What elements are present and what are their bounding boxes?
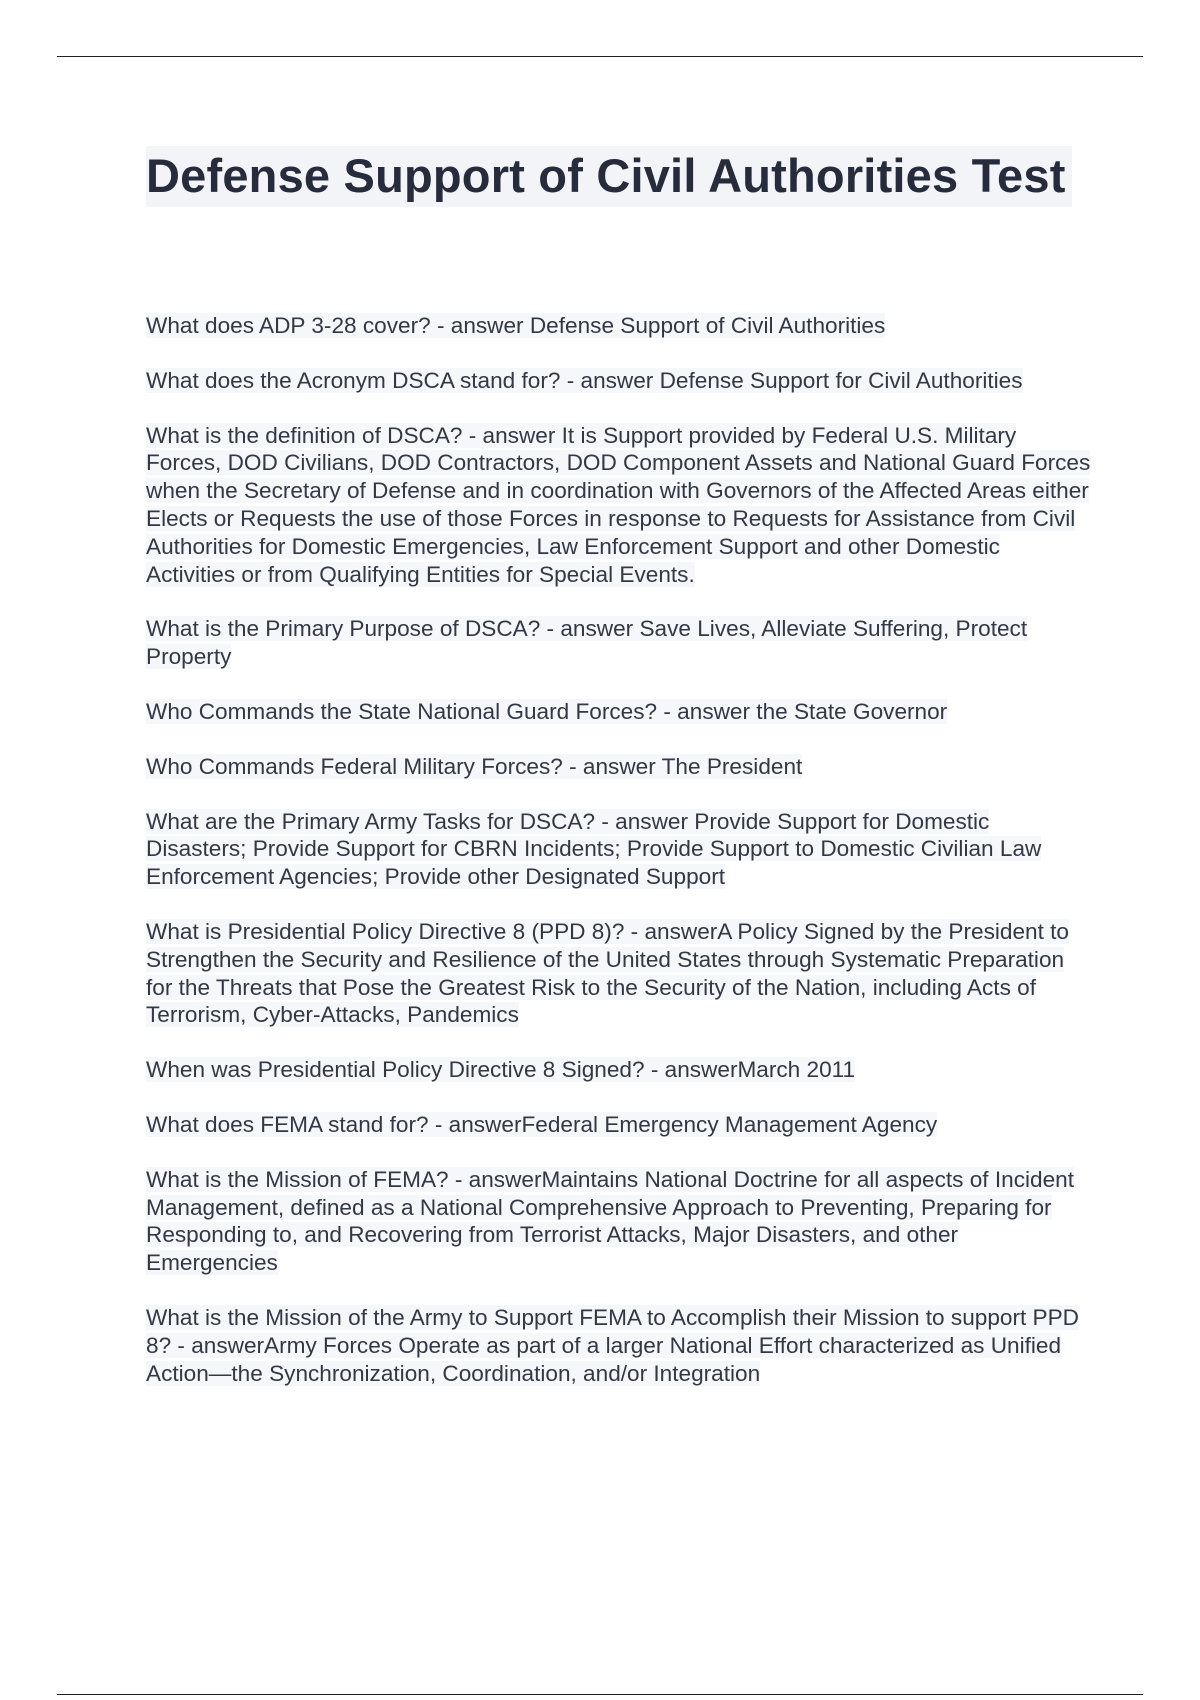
qa-text: When was Presidential Policy Directive 8 Signed? - answerMarch 2011 (146, 1057, 856, 1083)
qa-item (146, 422, 1092, 589)
qa-item (146, 1056, 1092, 1084)
qa-item (146, 1304, 1092, 1387)
qa-text: What does FEMA stand for? - answerFederal Emergency Management Agency (146, 1111, 938, 1137)
qa-item (146, 1166, 1092, 1277)
qa-text: What does ADP 3-28 cover? - answer Defense Support of Civil Authorities (146, 313, 886, 338)
qa-item (146, 615, 1092, 671)
qa-text: What is the definition of DSCA? - answer It is Support provided by Federal U.S. Military Forces, DOD Civilians, DOD Contractors, DOD Component Assets and National Guard Forces when the Secretary of Defense and in coordination with Governors of the Affected Areas either Elects or Requests the use of those Forces in response to Requests for Assistance from Civil Authorities for Domestic Emergencies, Law Enforcement Support and other Domestic Activities or from Qualifying Entities for Special Events. (146, 422, 1091, 587)
qa-item (146, 1111, 1092, 1139)
footer-rule (57, 1694, 1143, 1695)
qa-item (146, 698, 1092, 726)
qa-item (146, 918, 1092, 1029)
qa-item (146, 808, 1092, 891)
qa-item (146, 753, 1092, 781)
qa-item (146, 367, 1092, 395)
qa-item (146, 312, 1092, 340)
qa-text: Who Commands Federal Military Forces? - answer The President (146, 753, 803, 779)
qa-list (146, 312, 1092, 1414)
qa-text: What is the Mission of FEMA? - answerMaintains National Doctrine for all aspects of Incident Management, defined as a National Comprehensive Approach to Preventing, Preparing for Responding to, and Recovering from Terrorist Attacks, Major Disasters, and other Emergencies (146, 1166, 1074, 1276)
qa-text: What is Presidential Policy Directive 8 (PPD 8)? - answerA Policy Signed by the President to Strengthen the Security and Resilience of the United States through Systematic Preparation for the Threats that Pose the Greatest Risk to the Security of the Nation, including Acts of Terrorism, Cyber-Attacks, Pandemics (146, 918, 1069, 1028)
qa-text: What does the Acronym DSCA stand for? - answer Defense Support for Civil Authorities (146, 367, 1023, 393)
qa-text: What are the Primary Army Tasks for DSCA? - answer Provide Support for Domestic Disasters; Provide Support for CBRN Incidents; Provide Support to Domestic Civilian Law Enforcement Agencies; Provide other Designated Support (146, 808, 1042, 890)
header-rule (57, 56, 1143, 57)
document-title: Defense Support of Civil Authorities Test (146, 146, 1072, 207)
qa-text: What is the Mission of the Army to Support FEMA to Accomplish their Mission to support PPD 8? - answerArmy Forces Operate as part of a larger National Effort characterized as Unified Action—the Synchronization, Coordination, and/or Integration (146, 1304, 1079, 1386)
qa-text: What is the Primary Purpose of DSCA? - answer Save Lives, Alleviate Suffering, Protect Property (146, 616, 1028, 670)
qa-text: Who Commands the State National Guard Forces? - answer the State Governor (146, 698, 948, 724)
